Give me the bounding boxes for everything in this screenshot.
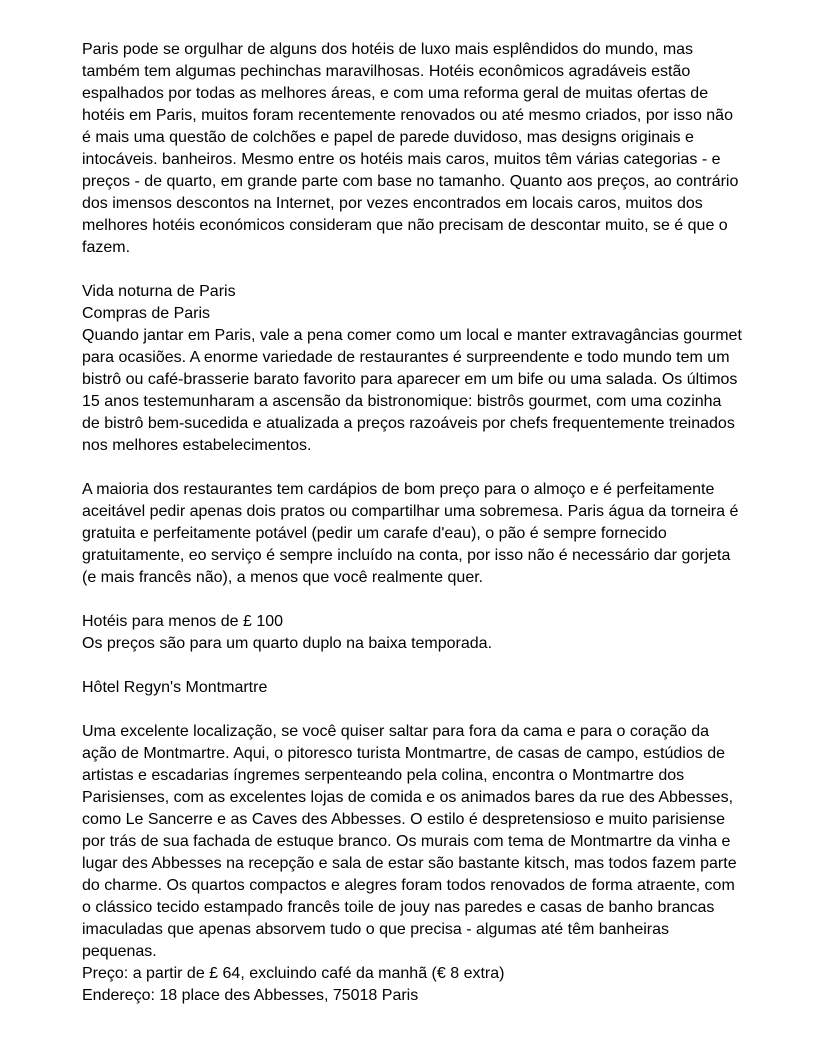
heading-shopping: Compras de Paris	[82, 305, 211, 322]
heading-nightlife: Vida noturna de Paris	[82, 283, 236, 300]
hotel-price: Preço: a partir de £ 64, excluindo café da manhã (€ 8 extra)	[82, 965, 505, 982]
paragraph-spacer	[82, 655, 742, 677]
heading-hotels-under-100: Hotéis para menos de £ 100	[82, 613, 284, 630]
document-page	[82, 39, 742, 1007]
hotel-address: Endereço: 18 place des Abbesses, 75018 Paris	[82, 987, 419, 1004]
paragraph-spacer	[82, 589, 742, 611]
paragraph-spacer	[82, 259, 742, 281]
hotel-description: Uma excelente localização, se você quiser saltar para fora da cama e para o coração da ação de Montmartre. Aqui, o pitoresco turista Montmartre, de casas de campo, estúdios de artistas e escadarias íngremes serpenteando pela colina, encontra o Montmartre dos Parisienses, com as excelentes lojas de comida e os animados bares da rue des Abbesses, como Le Sancerre e as Caves des Abbesses. O estilo é despretensioso e muito parisiense por trás de sua fachada de estuque branco. Os murais com tema de Montmartre da vinha e lugar des Abbesses na recepção e sala de estar são bastante kitsch, mas todos fazem parte do charme. Os quartos compactos e alegres foram todos renovados de forma atraente, com o clássico tecido estampado francês toile de jouy nas paredes e casas de banho brancas imaculadas que apenas absorvem tudo o que precisa - algumas até têm banheiras pequenas.	[82, 723, 737, 960]
dining-paragraph: Quando jantar em Paris, vale a pena comer como um local e manter extravagâncias gourmet para ocasiões. A enorme variedade de restaurantes é surpreendente e todo mundo tem um bistrô ou café-brasserie barato favorito para aparecer em um bife ou uma salada. Os últimos 15 anos testemunharam a ascensão da bistronomique: bistrôs gourmet, com uma cozinha de bistrô bem-sucedida e atualizada a preços razoáveis por chefs frequentemente treinados nos melhores estabelecimentos.	[82, 327, 742, 454]
prices-note: Os preços são para um quarto duplo na baixa temporada.	[82, 635, 493, 652]
restaurants-paragraph: A maioria dos restaurantes tem cardápios de bom preço para o almoço e é perfeitamente aceitável pedir apenas dois pratos ou compartilhar uma sobremesa. Paris água da torneira é gratuita e perfeitamente potável (pedir um carafe d'eau), o pão é sempre fornecido gratuitamente, eo serviço é sempre incluído na conta, por isso não é necessário dar gorjeta (e mais francês não), a menos que você realmente quer.	[82, 481, 739, 586]
intro-paragraph: Paris pode se orgulhar de alguns dos hotéis de luxo mais esplêndidos do mundo, mas também tem algumas pechinchas maravilhosas. Hotéis econômicos agradáveis estão espalhados por todas as melhores áreas, e com uma reforma geral de muitas ofertas de hotéis em Paris, muitos foram recentemente renovados ou até mesmo criados, por isso não é mais uma questão de colchões e papel de parede duvidoso, mas designs originais e intocáveis. banheiros. Mesmo entre os hotéis mais caros, muitos têm várias categorias - e preços - de quarto, em grande parte com base no tamanho. Quanto aos preços, ao contrário dos imensos descontos na Internet, por vezes encontrados em locais caros, muitos dos melhores hotéis económicos consideram que não precisam de descontar muito, se é que o fazem.	[82, 41, 739, 256]
paragraph-spacer	[82, 699, 742, 721]
hotel-name: Hôtel Regyn's Montmartre	[82, 679, 268, 696]
paragraph-spacer	[82, 457, 742, 479]
